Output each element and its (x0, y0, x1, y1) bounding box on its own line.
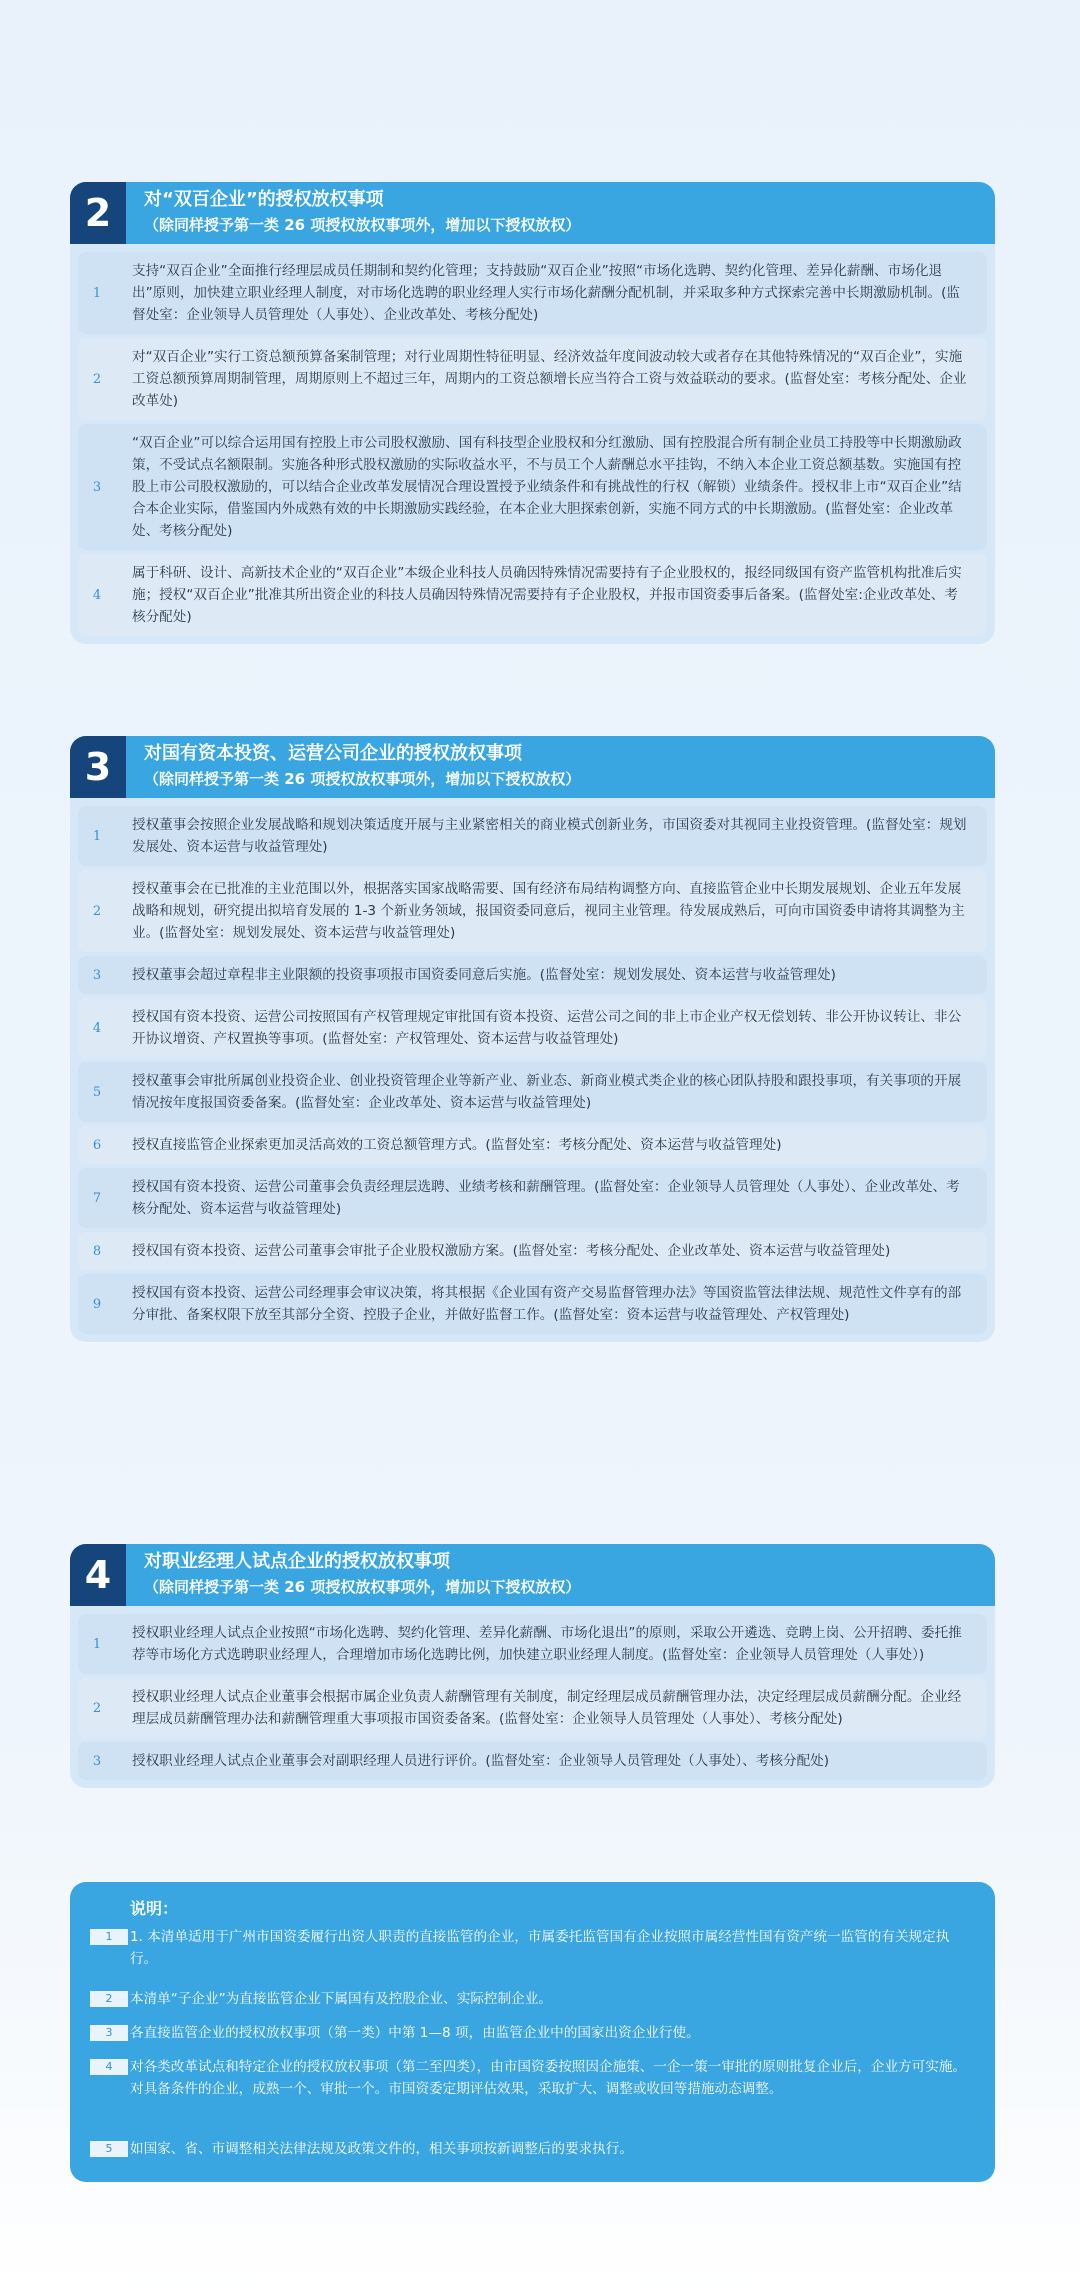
section-title: 对职业经理人试点企业的授权放权事项 (144, 1551, 450, 1572)
item-number: 1 (92, 285, 102, 301)
section-number: 4 (70, 1544, 126, 1606)
list-item (78, 998, 987, 1058)
item-number: 2 (92, 371, 102, 387)
item-number: 2 (92, 1700, 102, 1716)
section-subtitle: （除同样授予第一类 26 项授权放权事项外，增加以下授权放权） (144, 1578, 581, 1596)
list-item (78, 1678, 987, 1738)
item-number: 3 (92, 479, 102, 495)
item-text: 授权职业经理人试点企业按照“市场化选聘、契约化管理、差异化薪酬、市场化退出”的原则，采取公开遴选、竞聘上岗、公开招聘、委托推荐等市场化方式选聘职业经理人，合理增加市场化选聘比例，加快建立职业经理人制度。(监督处室：企业领导人员管理处（人事处）) (132, 1625, 962, 1663)
item-number: 7 (92, 1190, 102, 1206)
section-3 (70, 736, 995, 1342)
item-text: 授权国有资本投资、运营公司经理事会审议决策，将其根据《企业国有资产交易监督管理办法》等国资监管法律法规、规范性文件享有的部分审批、备案权限下放至其部分全资、控股子企业，并做好监督工作。(监督处室：资本运营与收益管理处、产权管理处) (132, 1285, 962, 1323)
item-text: 授权直接监管企业探索更加灵活高效的工资总额管理方式。(监督处室：考核分配处、资本运营与收益管理处) (132, 1137, 782, 1153)
item-number: 5 (92, 1084, 102, 1100)
note-number: 4 (90, 2059, 128, 2075)
list-item (78, 338, 987, 420)
note-text: 各直接监管企业的授权放权事项（第一类）中第 1—8 项，由监管企业中的国家出资企业行使。 (130, 2025, 700, 2041)
item-number: 1 (92, 828, 102, 844)
section-number: 3 (70, 736, 126, 798)
item-number: 1 (92, 1636, 102, 1652)
item-text: 属于科研、设计、高新技术企业的“双百企业”本级企业科技人员确因特殊情况需要持有子企业股权的，报经同级国有资产监管机构批准后实施；授权“双百企业”批准其所出资企业的科技人员确因特殊情况需要持有子企业股权，并报市国资委事后备案。(监督处室:企业改革处、考核分配处) (132, 565, 962, 625)
item-number: 6 (92, 1137, 102, 1153)
note-text: 如国家、省、市调整相关法律法规及政策文件的，相关事项按新调整后的要求执行。 (130, 2141, 633, 2157)
item-number: 4 (92, 1020, 102, 1036)
item-text: 授权职业经理人试点企业董事会根据市属企业负责人薪酬管理有关制度，制定经理层成员薪酬管理办法，决定经理层成员薪酬分配。企业经理层成员薪酬管理办法和薪酬管理重大事项报市国资委备案。(监督处室：企业领导人员管理处（人事处）、考核分配处) (132, 1689, 962, 1727)
section-header (70, 1544, 995, 1606)
list-item (78, 252, 987, 334)
note-number: 1 (90, 1929, 128, 1945)
item-text: 授权国有资本投资、运营公司董事会审批子企业股权激励方案。(监督处室：考核分配处、企业改革处、资本运营与收益管理处) (132, 1243, 891, 1259)
note-number: 5 (90, 2141, 128, 2157)
section-header (70, 736, 995, 798)
list-item (78, 1168, 987, 1228)
item-text: 授权国有资本投资、运营公司董事会负责经理层选聘、业绩考核和薪酬管理。(监督处室：企业领导人员管理处（人事处）、企业改革处、考核分配处、资本运营与收益管理处) (132, 1179, 960, 1217)
item-text: 支持“双百企业”全面推行经理层成员任期制和契约化管理；支持鼓励“双百企业”按照“市场化选聘、契约化管理、差异化薪酬、市场化退出”原则，加快建立职业经理人制度，对市场化选聘的职业经理人实行市场化薪酬分配机制，并采取多种方式探索完善中长期激励机制。(监督处室：企业领导人员管理处（人事处）、企业改革处、考核分配处) (132, 263, 960, 323)
item-number: 9 (92, 1296, 102, 1312)
note-text: 对各类改革试点和特定企业的授权放权事项（第二至四类），由市国资委按照因企施策、一企一策一审批的原则批复企业后，企业方可实施。对具备条件的企业，成熟一个、审批一个。市国资委定期评估效果，采取扩大、调整或收回等措施动态调整。 (130, 2059, 967, 2097)
list-item (78, 1614, 987, 1674)
list-item (78, 1062, 987, 1122)
item-number: 3 (92, 967, 102, 983)
item-number: 3 (92, 1753, 102, 1769)
item-text: 授权董事会超过章程非主业限额的投资事项报市国资委同意后实施。(监督处室：规划发展处、资本运营与收益管理处) (132, 967, 836, 983)
section-subtitle: （除同样授予第一类 26 项授权放权事项外，增加以下授权放权） (144, 770, 581, 788)
list-item (78, 1274, 987, 1334)
list-item (78, 1126, 987, 1164)
section-number: 2 (70, 182, 126, 244)
notes-title: 说明： (130, 1899, 179, 1918)
note-number: 3 (90, 2025, 128, 2041)
item-number: 8 (92, 1243, 102, 1259)
note-text: 本清单“子企业”为直接监管企业下属国有及控股企业、实际控制企业。 (130, 1991, 552, 2007)
item-list (70, 1606, 995, 1788)
item-text: “双百企业”可以综合运用国有控股上市公司股权激励、国有科技型企业股权和分红激励、国有控股混合所有制企业员工持股等中长期激励政策，不受试点名额限制。实施各种形式股权激励的实际收益水平，不与员工个人薪酬总水平挂钩，不纳入本企业工资总额基数。实施国有控股上市公司股权激励的，可以结合企业改革发展情况合理设置授予业绩条件和有挑战性的行权（解锁）业绩条件。授权非上市“双百企业”结合本企业实际，借鉴国内外成熟有效的中长期激励实践经验，在本企业大胆探索创新，实施不同方式的中长期激励。(监督处室：企业改革处、考核分配处) (132, 435, 962, 539)
item-list (70, 798, 995, 1342)
item-text: 对“双百企业”实行工资总额预算备案制管理；对行业周期性特征明显、经济效益年度间波动较大或者存在其他特殊情况的“双百企业”，实施工资总额预算周期制管理，周期原则上不超过三年，周期内的工资总额增长应当符合工资与效益联动的要求。(监督处室：考核分配处、企业改革处) (132, 349, 967, 409)
note-number: 2 (90, 1991, 128, 2007)
section-subtitle: （除同样授予第一类 26 项授权放权事项外，增加以下授权放权） (144, 216, 581, 234)
list-item (78, 870, 987, 952)
list-item (78, 1232, 987, 1270)
list-item (78, 424, 987, 550)
item-number: 4 (92, 587, 102, 603)
section-title: 对“双百企业”的授权放权事项 (144, 189, 384, 210)
item-list (70, 244, 995, 644)
list-item (78, 1742, 987, 1780)
section-header (70, 182, 995, 244)
note-text: 1. 本清单适用于广州市国资委履行出资人职责的直接监管的企业，市属委托监管国有企业按照市属经营性国有资产统一监管的有关规定执行。 (130, 1929, 950, 1967)
section-4 (70, 1544, 995, 1788)
notes-panel (70, 1882, 995, 2182)
item-text: 授权董事会在已批准的主业范围以外，根据落实国家战略需要、国有经济布局结构调整方向、直接监管企业中长期发展规划、企业五年发展战略和规划，研究提出拟培育发展的 1-3 个新业务领域，报国资委同意后，视同主业管理。待发展成熟后，可向市国资委申请将其调整为主业。(监督处室：规划发展处、资本运营与收益管理处) (132, 881, 965, 941)
item-text: 授权董事会审批所属创业投资企业、创业投资管理企业等新产业、新业态、新商业模式类企业的核心团队持股和跟投事项，有关事项的开展情况按年度报国资委备案。(监督处室：企业改革处、资本运营与收益管理处) (132, 1073, 962, 1111)
list-item (78, 806, 987, 866)
item-text: 授权董事会按照企业发展战略和规划决策适度开展与主业紧密相关的商业模式创新业务，市国资委对其视同主业投资管理。(监督处室：规划发展处、资本运营与收益管理处) (132, 817, 967, 855)
item-text: 授权职业经理人试点企业董事会对副职经理人员进行评价。(监督处室：企业领导人员管理处（人事处）、考核分配处) (132, 1753, 830, 1769)
list-item (78, 956, 987, 994)
section-2 (70, 182, 995, 644)
item-text: 授权国有资本投资、运营公司按照国有产权管理规定审批国有资本投资、运营公司之间的非上市企业产权无偿划转、非公开协议转让、非公开协议增资、产权置换等事项。(监督处室：产权管理处、资本运营与收益管理处) (132, 1009, 962, 1047)
section-title: 对国有资本投资、运营公司企业的授权放权事项 (144, 743, 522, 764)
list-item (78, 554, 987, 636)
item-number: 2 (92, 903, 102, 919)
